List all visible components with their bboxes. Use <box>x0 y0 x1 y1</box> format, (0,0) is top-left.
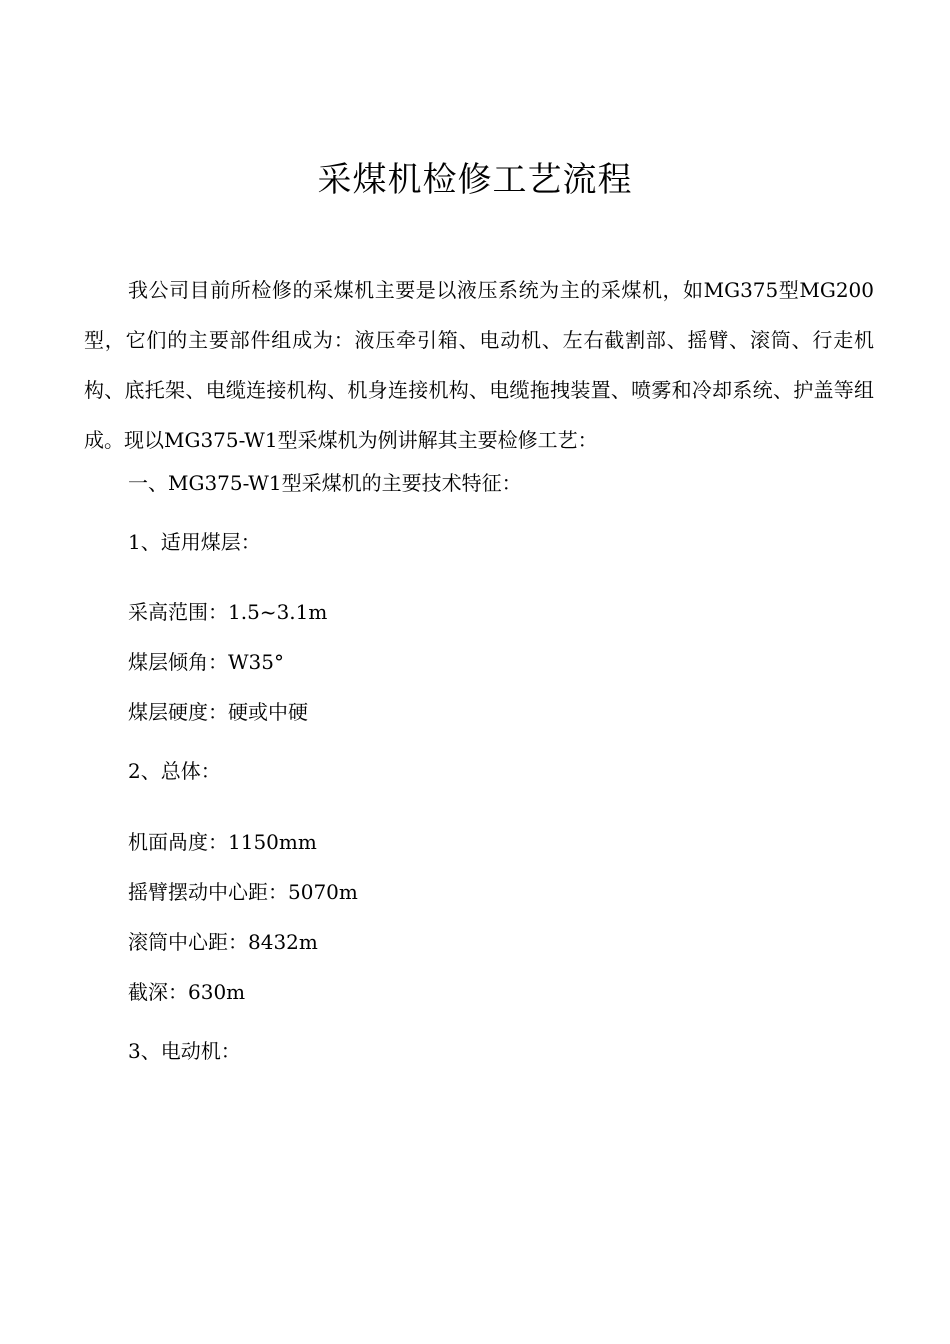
subsection-heading-overall: 2、总体： <box>128 759 221 783</box>
spec-seam-hardness: 煤层硬度：硬或中硬 <box>128 700 308 724</box>
spec-seam-angle: 煤层倾角：W35° <box>128 650 285 674</box>
section-heading: 一、MG375-W1型采煤机的主要技术特征： <box>128 471 522 495</box>
spec-rocker-center-distance: 摇臂摆动中心距：5070m <box>128 880 358 904</box>
spec-mining-height: 采高范围：1.5~3.1m <box>128 600 328 624</box>
document-title: 采煤机检修工艺流程 <box>317 160 633 200</box>
spec-drum-center-distance: 滚筒中心距：8432m <box>128 930 318 954</box>
spec-cutting-depth: 截深：630m <box>128 980 246 1004</box>
subsection-heading-coal-seam: 1、适用煤层： <box>128 530 261 554</box>
intro-paragraph: 我公司目前所检修的采煤机主要是以液压系统为主的采煤机，如MG375型MG200型，它们的主要部件组成为：液压牵引箱、电动机、左右截割部、摇臂、滚筒、行走机构、底托架、电缆连接机构、机身连接机构、电缆拖拽装置、喷雾和冷却系统、护盖等组成。现以MG375-W1型采煤机为例讲解其主要检修工艺： <box>84 278 874 452</box>
spec-machine-height: 机面咼度：1150mm <box>128 830 317 854</box>
subsection-heading-motor: 3、电动机： <box>128 1039 241 1063</box>
